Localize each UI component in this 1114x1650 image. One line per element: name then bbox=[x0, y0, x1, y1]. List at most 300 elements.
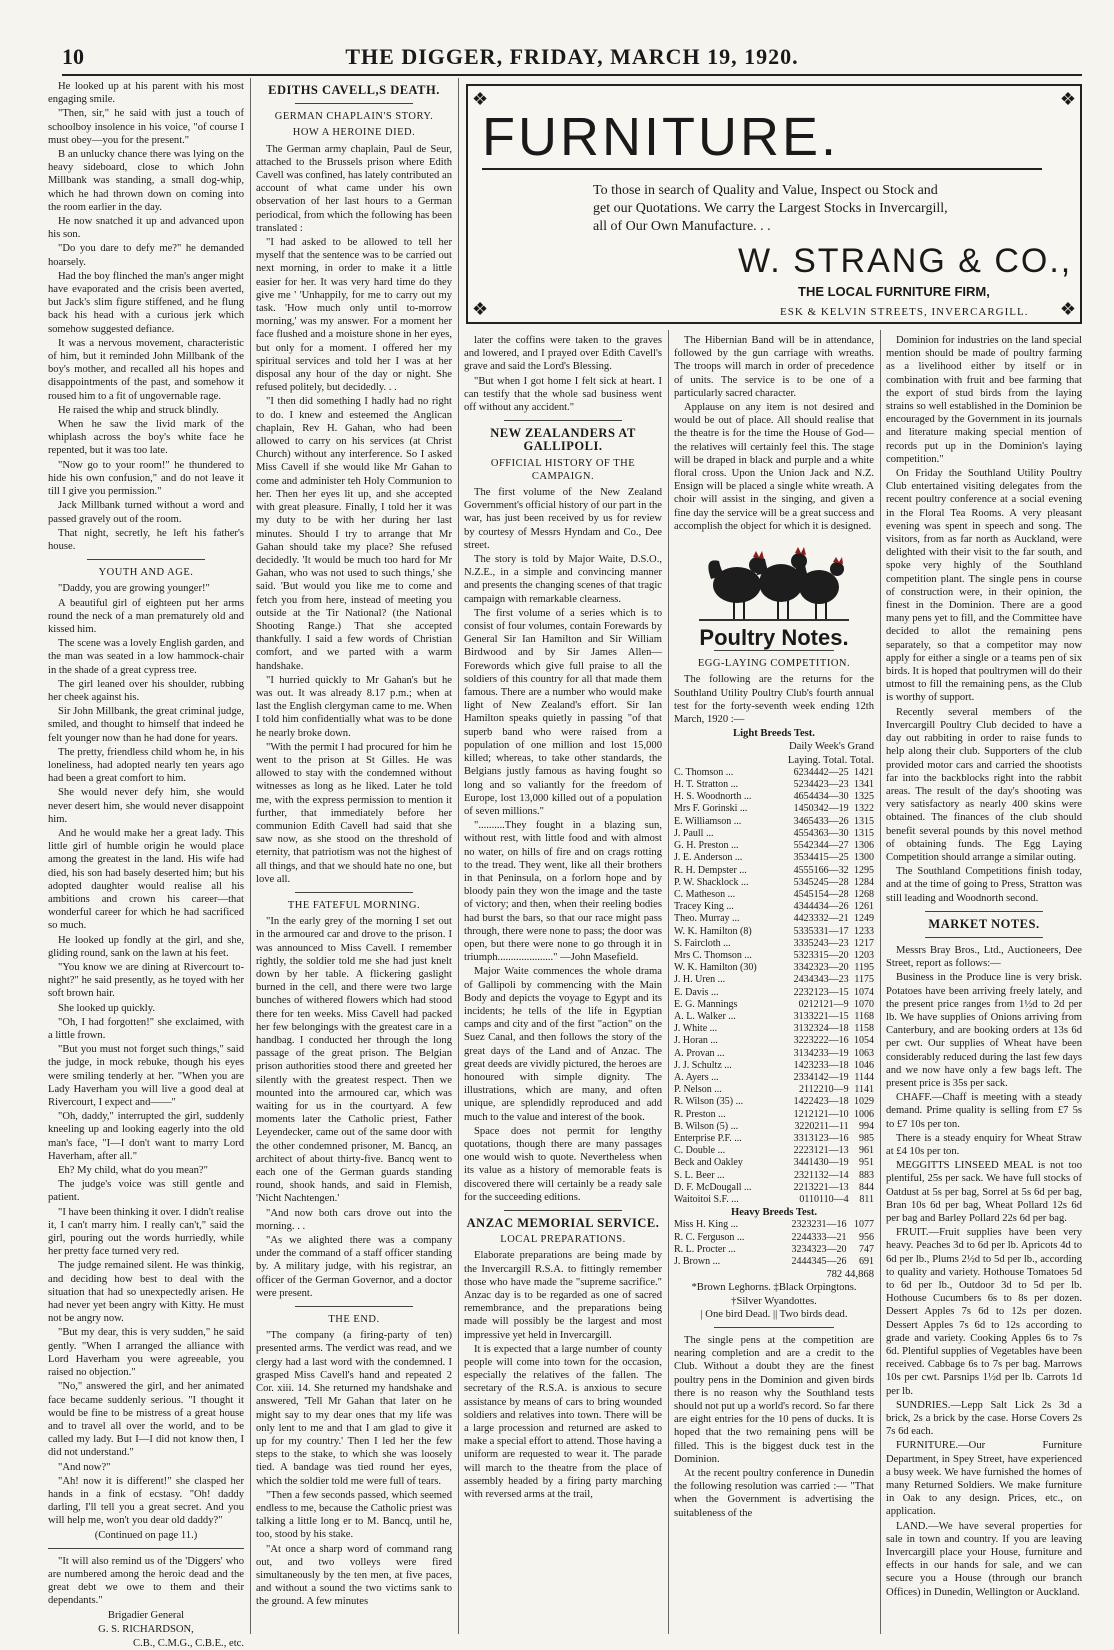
paragraph: "But you must not forget such things," said the judge, in mock rebuke, though his eyes were smiling tenderly at her. "When you are Lady Haverham you will live a good deal at Rivercourt, I expect and——" bbox=[48, 1044, 244, 1109]
daily-laying: 3234323—20 bbox=[791, 1243, 847, 1255]
divider bbox=[295, 892, 413, 893]
daily-laying: 6234442—25 bbox=[793, 766, 849, 778]
paragraph: She looked up quickly. bbox=[58, 1002, 155, 1014]
grand-total: 1144 bbox=[854, 1071, 874, 1083]
paragraph: Dominion for industries on the land special mention should be made of poultry farming as a livelihood either by itself or in combination with fruit and bee farming that the export of stud birds from the laying strains so well established in the Dominion be encouraged by the Government in its journals and literature making special mention of records put up in the Dominion's laying competition." bbox=[886, 335, 1082, 465]
paragraph: "Do you dare to defy me?" he demanded hoarsely. bbox=[48, 243, 244, 268]
divider bbox=[925, 911, 1043, 912]
table-row bbox=[674, 1096, 874, 1108]
entrant-name: C. Double ... bbox=[674, 1145, 726, 1157]
paragraph: Eh? My child, what do you mean?" bbox=[58, 1165, 208, 1177]
daily-laying: 1450342—19 bbox=[793, 803, 849, 815]
entrant-name: S. Faircloth ... bbox=[674, 937, 731, 949]
poultry-heading: Poultry Notes. bbox=[699, 625, 849, 651]
table-row bbox=[674, 1072, 874, 1084]
table-row bbox=[674, 1133, 874, 1145]
paragraph: The scene was a lovely English garden, and the man was seated in a low hammock-chair in the shade of a great cypress tree. bbox=[48, 638, 244, 676]
paragraph: "I have been thinking it over. I didn't realise it, I can't marry him. I really can't," said the girl, pouring out the words hurriedly, while her pretty face turned very red. bbox=[48, 1206, 244, 1258]
divider bbox=[925, 937, 1043, 938]
breed-legend-3: | One bird Dead. || Two birds dead. bbox=[700, 1308, 848, 1320]
daily-laying: 2434343—23 bbox=[793, 974, 849, 986]
page-number: 10 bbox=[62, 44, 84, 69]
entrant-name: H. T. Stratton ... bbox=[674, 779, 739, 791]
daily-laying: 2232123—15 bbox=[793, 986, 849, 998]
ad-title: FURNITURE. bbox=[482, 107, 839, 167]
paragraph: later the coffins were taken to the graves and lowered, and I prayed over Edith Cavell's grave and said the Lord's Blessing. bbox=[464, 335, 662, 373]
table-row bbox=[674, 828, 874, 840]
paragraph: FRUIT.—Fruit supplies have been very heavy. Peaches 3d to 6d per lb. Apricots 4d to 6d per lb., Plums 2½d to 5d per lb., according to quality and variety. Hothouse Tomatoes 5d to 6d per lb., Outdoor 3d to 5d per lb. Hothouse Cucumbers 6s to 8s per dozen. Dessert Apples 7s 6d to 12s per dozen. Dessert Apples 7s 6d to 12s according to grade and variety. Cooking Apples 6s to 7s 6d. Plentiful supplies of Vegetables have been received. Cabbage 6s to 7s per bag. Marrows 10s per cwt. Parsnips 1½d per lb. Carrots 1d per lb. bbox=[886, 1227, 1082, 1397]
daily-laying: 2321132—14 bbox=[793, 1169, 849, 1181]
light-breeds-table bbox=[674, 767, 874, 1206]
daily-laying: 4344434—26 bbox=[793, 901, 849, 913]
entrant-name: Mrs F. Gorinski ... bbox=[674, 803, 748, 815]
daily-laying: 3465433—26 bbox=[793, 815, 849, 827]
paragraph: "Then a few seconds passed, which seemed endless to me, because the Catholic priest was talking a little long er to M. Bancq, until he, too, stood by his stake. bbox=[256, 1489, 452, 1541]
table-row bbox=[674, 1084, 874, 1096]
youth-and-age-heading: YOUTH AND AGE. bbox=[98, 567, 194, 579]
daily-laying: 3133221—15 bbox=[793, 1010, 849, 1022]
daily-laying: 2444345—26 bbox=[791, 1256, 847, 1267]
table-row bbox=[674, 901, 874, 913]
market-notes-text bbox=[886, 944, 1082, 1599]
entrant-name: J. E. Anderson ... bbox=[674, 852, 743, 864]
paragraph: Elaborate preparations are being made by the Invercargill R.S.A. to fittingly remember those who have made the "supreme sacrifice." Anzac day is to be regarded as one of sacred remembrance, and the preparations being made will possibly be the largest and most impressive yet held in Invercargill. bbox=[464, 1250, 662, 1341]
table-row bbox=[674, 865, 874, 877]
entrant-name: R. H. Dempster ... bbox=[674, 864, 747, 876]
grand-total: 691 bbox=[859, 1256, 874, 1267]
poultry-notes-text bbox=[674, 1334, 874, 1520]
breed-legend-2: †Silver Wyandottes. bbox=[731, 1295, 817, 1307]
entrant-name: Enterprise P.F. ... bbox=[674, 1132, 742, 1144]
grand-total: 1006 bbox=[854, 1108, 874, 1120]
paragraph: "But when I got home I felt sick at heart. I can testify that the whole sad business went off without any accident." bbox=[464, 375, 662, 414]
table-row bbox=[674, 840, 874, 852]
paragraph: "Oh, I had forgotten!" she exclaimed, with a little frown. bbox=[48, 1016, 244, 1042]
paragraph: The German army chaplain, Paul de Seur, attached to the Brussels prison where Edith Cavell was confined, has lately contributed an account of what came under his own observation of her last hours to a German periodical, from which the following has been translated : bbox=[256, 143, 452, 234]
column-rule bbox=[668, 330, 669, 1634]
gallipoli-review bbox=[464, 486, 662, 1204]
paragraph: The pretty, friendless child whom he, in his loneliness, had adopted nearly ten years ago had been a great comfort to him. bbox=[48, 746, 244, 785]
divider bbox=[714, 650, 834, 651]
paragraph: Messrs Bray Bros., Ltd., Auctioneers, Dee Street, report as follows:— bbox=[886, 944, 1082, 970]
paragraph: "At once a sharp word of command rang out, and two volleys were fired simultaneously by the ten men, at five paces, and without a sound the two victims sank to the ground. A few minutes bbox=[256, 1543, 452, 1608]
paragraph: "And now both cars drove out into the morning. . . bbox=[256, 1207, 452, 1232]
grand-total: 1168 bbox=[854, 1010, 874, 1022]
paragraph: He now snatched it up and advanced upon his son. bbox=[48, 216, 244, 241]
daily-laying: 3534415—25 bbox=[793, 852, 849, 864]
daily-laying: 5323315—20 bbox=[793, 949, 849, 961]
divider bbox=[295, 1306, 413, 1307]
entrant-name: J. H. Uren ... bbox=[674, 974, 726, 986]
grand-total: 747 bbox=[859, 1243, 874, 1255]
light-breeds-heading: Light Breeds Test. bbox=[733, 728, 815, 740]
daily-laying: 2112210—9 bbox=[798, 1084, 849, 1096]
paragraph: The first volume of the New Zealand Government's official history of our part in the war, has just been received by us for review by courtesy of Messrs Hyndam and Co., Dee street. bbox=[464, 487, 662, 551]
daily-laying: 2223121—13 bbox=[793, 1145, 849, 1157]
anzac-article bbox=[464, 1249, 662, 1501]
youth-and-age-story bbox=[48, 582, 244, 1527]
entrant-name: E. G. Mannings bbox=[674, 998, 738, 1010]
table-row bbox=[674, 987, 874, 999]
cavell-story-part-2 bbox=[256, 915, 452, 1300]
grand-total: 961 bbox=[859, 1145, 874, 1157]
masthead bbox=[62, 44, 1082, 76]
table-row bbox=[674, 1048, 874, 1060]
grand-total: 1322 bbox=[854, 803, 874, 815]
paragraph: Business in the Produce line is very brisk. Potatoes have been arriving freely lately, and the present price ranges from 1½d to 2d per lb. We have supplies of Onions arriving from Canterbury, and are booking orders at 13s 6d per cwt. Our supplies of Wheat have been considerably reduced during the last few days and we now have only a few bags left. The present price is 35s per sack. bbox=[886, 972, 1082, 1089]
table-row bbox=[674, 1157, 874, 1169]
divider bbox=[504, 1210, 623, 1211]
paragraph: "I had asked to be allowed to tell her myself that the sentence was to be carried out next morning, in order to make it a little easier for her. It was very hard time do they give me ' 'Unhappily, for me to carry out my task. 'How much only until to-morrow morning,' was my answer. For a moment her face flushed and a moisture shone in her eyes, but only for a moment. I offered her my spiritual services and told her I was at her disposal any hour of the day or night. She refused politely, but decidedly. . . bbox=[256, 237, 452, 394]
table-row bbox=[674, 1244, 874, 1256]
paragraph: "And now?" bbox=[58, 1461, 111, 1473]
entrant-name: J. White ... bbox=[674, 1023, 718, 1035]
grand-total: 956 bbox=[859, 1231, 874, 1243]
market-notes-heading: MARKET NOTES. bbox=[928, 916, 1040, 931]
ornament-icon: ❖ bbox=[472, 299, 489, 319]
paragraph: The story is told by Major Waite, D.S.O., N.Z.E., in a simple and convincing manner and presents the changing scenes of that tragic campaign with remarkable clearness. bbox=[464, 554, 662, 605]
table-row bbox=[674, 767, 874, 779]
paragraph: "The company (a firing-party of ten) presented arms. The verdict was read, and we clergy had a last word with the condemned. I grasped Miss Cavell's hand and repeated 2 Cor. xiii. 14. She returned my handshake and answered, 'Tell Mr Gahan that later on he might say to my dear ones that my life was only lent to me and that I am glad to give it up for my country.' Then I led her the few steps to the stake, to which she was loosely tied. A bandage was tied round her eyes, which the soldier told me were full of tears. bbox=[256, 1330, 452, 1487]
entrant-name: J. Brown ... bbox=[674, 1256, 721, 1267]
poultry-notes-continued bbox=[886, 334, 1082, 905]
gallipoli-subheading: OFFICIAL HISTORY OF THE CAMPAIGN. bbox=[490, 457, 636, 482]
cavell-subheading-1: GERMAN CHAPLAIN'S STORY. bbox=[274, 111, 434, 123]
entrant-name: J. J. Schultz ... bbox=[674, 1059, 732, 1071]
column-2 bbox=[256, 80, 452, 1640]
paragraph: "No," answered the girl, and her animated face became suddenly serious. "I thought it would be fine to be mistress of a great house and to travel all over the world, and to be called my lady. But I—I did not know then, I did not understand." bbox=[48, 1381, 244, 1459]
paragraph: A beautiful girl of eighteen put her arms round the neck of a man prematurely old and kissed him. bbox=[48, 597, 244, 635]
paragraph: "Ah! now it is different!" she clasped her hands in a fink of ecstasy. "Oh! daddy darling, I'll tell you a great secret. And you will help me, won't you dear old daddy?" bbox=[48, 1475, 244, 1527]
paragraph: At the recent poultry conference in Dunedin the following resolution was carried :— "That when the Government is advertising the suitableness of the bbox=[674, 1468, 874, 1519]
paragraph: The Southland Competitions finish today, and at the time of going to Press, Stratton was still leading and Woodnorth second. bbox=[886, 866, 1082, 904]
paragraph: "I then did something I hadly had no right to do. I knew and esteemed the Anglican chaplain, Rev H. Gahan, who had been allowed to carry on his services (at Christ Church) without any interference. So I asked Miss Cavell if she would like Mr Gahan to come and administer teh Holy Communion to her. Then her eyes lit up, and she accepted with great pleasure. Finally, I told her it was my duty to be with her during her last minutes. Should I try to arrange that Mr Gahan should take my place? She refused decidedly. 'It would be much too hard for Mr Gahan, who was not used to such things,' she said. 'But would you like me to come and fetch you from here, instead of meeting you outside at the Tir National? (the National Shooting Range.) That she accepted thankfully. I said a few words of Christian comfort, and we parted with a warm handshake. bbox=[256, 396, 452, 672]
ad-firm-name: W. STRANG & CO., bbox=[738, 242, 1073, 280]
daily-laying: 0212121—9 bbox=[798, 998, 849, 1010]
paragraph: She would never defy him, she would never desert him, she would never disappoint him. bbox=[48, 787, 244, 825]
entrant-name: E. Davis ... bbox=[674, 986, 719, 998]
table-col-header-1: Daily Week's Grand bbox=[789, 741, 874, 753]
grand-total: 1054 bbox=[854, 1035, 874, 1047]
paragraph: Major Waite commences the whole drama of Gallipoli by commencing with the Main Body and depicts the voyage to Egypt and its incidents; he tells of the life in Egyptian camps and city and of the first "action" on the Suez Canal, and then follows the story of the great days of the Land and of Anzac. The great deeds are vividly pictured, the heroes are honoured with simple dignity. The illustrations, which are many, and often unique, are splendidly reproduced and add much to the value and interest of the book. bbox=[464, 966, 662, 1123]
entrant-name: Waitoitoi S.F. ... bbox=[674, 1193, 739, 1205]
daily-laying: 5335331—17 bbox=[793, 925, 849, 937]
paragraph: Had the boy flinched the man's anger might have evaporated and the crisis been averted, but Jack's slim figure stiffened, and he flung back his head with a curious jerk which somehow suggested defiance. bbox=[48, 270, 244, 335]
grand-total: 1300 bbox=[854, 852, 874, 864]
table-row bbox=[674, 1170, 874, 1182]
grand-total: 1268 bbox=[854, 888, 874, 900]
daily-laying: 3335243—23 bbox=[793, 937, 849, 949]
grand-total: 1063 bbox=[854, 1047, 874, 1059]
grand-total: 985 bbox=[859, 1132, 874, 1144]
table-row bbox=[674, 816, 874, 828]
table-row bbox=[674, 1109, 874, 1121]
daily-laying: 3342323—20 bbox=[793, 962, 849, 974]
grand-total: 951 bbox=[859, 1157, 874, 1169]
daily-laying: 3223222—16 bbox=[793, 1035, 849, 1047]
column-1 bbox=[48, 80, 244, 1649]
table-row bbox=[674, 877, 874, 889]
paragraph: It was a nervous movement, characteristic of him, but it reminded John Millbank of the boy's mother, and recalled all his hopes and disappointments of the past, and somehow it roused him to a fit of ungovernable rage. bbox=[48, 337, 244, 402]
paragraph: SUNDRIES.—Lepp Salt Lick 2s 3d a brick, 2s a brick by the case. Horse Covers 2s 7s 6d each. bbox=[886, 1399, 1082, 1438]
entrant-name: R. L. Procter ... bbox=[674, 1243, 736, 1255]
table-row bbox=[674, 1256, 874, 1268]
grand-total: 1070 bbox=[854, 998, 874, 1010]
ornament-icon: ❖ bbox=[472, 89, 489, 109]
daily-laying: 4554363—30 bbox=[793, 827, 849, 839]
grand-total: 1158 bbox=[854, 1023, 874, 1035]
paragraph: Sir John Millbank, the great criminal judge, smiled, and thought to himself that indeed he felt younger now than he had done for years. bbox=[48, 706, 244, 744]
column-rule bbox=[880, 330, 881, 1634]
daily-laying: 1423233—18 bbox=[793, 1059, 849, 1071]
grand-total: 1195 bbox=[854, 962, 874, 974]
paragraph: When he saw the livid mark of the whiplash across the boy's white face he repented, but it was too late. bbox=[48, 419, 244, 457]
anzac-subheading: LOCAL PREPARATIONS. bbox=[500, 1234, 626, 1246]
cavell-heading: EDITHS CAVELL,S DEATH. bbox=[268, 83, 440, 97]
grand-total: 1341 bbox=[854, 779, 874, 791]
paragraph: The Hibernian Band will be in attendance, followed by the gun carriage with wreaths. The troops will march in order of precedence of units. The service is to be one of a particularly sacred character. bbox=[674, 335, 874, 399]
paragraph: And he would make her a great lady. This little girl of humble origin he would place among the greatest in the land. His wife had died, his son had basely deserted him; but his adopted daughter would realise all his ambitions and crown his career—that wonderful career for which he had sacrificed so much. bbox=[48, 827, 244, 932]
paragraph: FURNITURE.—Our Furniture Department, in Spey Street, have experienced a busy week. We have furnished the homes of many Returned Soldiers. We make furniture in Oak to any design. Prices, etc., on application. bbox=[886, 1440, 1082, 1518]
entrant-name: A. L. Walker ... bbox=[674, 1010, 736, 1022]
daily-laying: 4423332—21 bbox=[793, 913, 849, 925]
paragraph: The judge's voice was still gentle and patient. bbox=[48, 1179, 244, 1204]
table-row bbox=[674, 913, 874, 925]
ornament-icon: ❖ bbox=[1059, 89, 1076, 109]
table-row bbox=[674, 1060, 874, 1072]
furniture-advertisement bbox=[466, 84, 1082, 324]
signature-honours: C.B., C.M.G., C.B.E., etc. bbox=[133, 1637, 244, 1649]
daily-laying: 4545154—28 bbox=[793, 888, 849, 900]
grand-total: 1295 bbox=[854, 864, 874, 876]
paragraph: Space does not permit for lengthy quotations, though there are many passages one would wish to quote. Nevertheless when its value as a history of memorable feats is discovered there will certainly be a ready sale for the succeeding editions. bbox=[464, 1125, 662, 1203]
entrant-name: C. Thomson ... bbox=[674, 766, 734, 778]
continued-note: (Continued on page 11.) bbox=[94, 1529, 198, 1541]
daily-laying: 4555166—32 bbox=[793, 864, 849, 876]
grand-total: 1306 bbox=[854, 840, 874, 852]
entrant-name: Beck and Oakley bbox=[674, 1157, 743, 1169]
daily-laying: 2213221—13 bbox=[793, 1181, 849, 1193]
table-row bbox=[674, 974, 874, 986]
table-row bbox=[674, 1035, 874, 1047]
grand-total: 994 bbox=[859, 1120, 874, 1132]
entrant-name: H. S. Woodnorth ... bbox=[674, 791, 752, 803]
table-row bbox=[674, 1194, 874, 1206]
paragraph: LAND.—We have several properties for sale in town and country. If you are leaving Invercargill place your House, furniture and effects in our hands for sale, and we can secure you a House (through our branch Offices) in Dunedin, Wellington or Auckland. bbox=[886, 1520, 1082, 1598]
daily-laying: 1422423—18 bbox=[793, 1096, 849, 1108]
table-row bbox=[674, 938, 874, 950]
ornament-icon: ❖ bbox=[1059, 299, 1076, 319]
column-5 bbox=[886, 334, 1082, 1640]
daily-laying: 3313123—16 bbox=[793, 1132, 849, 1144]
grand-total: 1046 bbox=[854, 1059, 874, 1071]
paragraph: "Oh, daddy," interrupted the girl, suddenly kneeling up and looking eagerly into the old man's face, "I—I don't want to marry Lord Haverham, after all." bbox=[48, 1111, 244, 1162]
grand-total: 1077 bbox=[854, 1219, 874, 1231]
grand-total: 1249 bbox=[854, 913, 874, 925]
grand-total: 1217 bbox=[854, 937, 874, 949]
paragraph: The girl leaned over his shoulder, rubbing her cheek against his. bbox=[48, 678, 244, 703]
daily-laying: 5345245—28 bbox=[793, 876, 849, 888]
paragraph: He raised the whip and struck blindly. bbox=[58, 404, 219, 416]
heavy-breeds-heading: Heavy Breeds Test. bbox=[730, 1207, 818, 1219]
entrant-name: W. K. Hamilton (8) bbox=[674, 925, 752, 937]
cavell-story-part-3 bbox=[256, 1329, 452, 1608]
daily-laying: 4654434—30 bbox=[793, 791, 849, 803]
table-row bbox=[674, 791, 874, 803]
grand-total: 844 bbox=[859, 1181, 874, 1193]
table-row bbox=[674, 1145, 874, 1157]
paragraph: "Now go to your room!" he thundered to hide his own confusion," and do not leave it till I give you permission." bbox=[48, 459, 244, 498]
table-row bbox=[674, 1182, 874, 1194]
paragraph: "Then, sir," he said with just a touch of schoolboy insolence in his voice, "of course I must obey—you for the present." bbox=[48, 108, 244, 146]
table-col-header-2: Laying. Total. Total. bbox=[787, 754, 874, 766]
signature-name: G. S. RICHARDSON, bbox=[98, 1623, 194, 1635]
grand-total: 1141 bbox=[854, 1084, 874, 1096]
grand-total: 1284 bbox=[854, 876, 874, 888]
quote-text: "It will also remind us of the 'Diggers' who are numbered among the heroic dead and the great debt we owe to them and their dependants." bbox=[48, 1555, 244, 1607]
daily-laying: 1212121—10 bbox=[793, 1108, 849, 1120]
cavell-story-end bbox=[464, 334, 662, 414]
paragraph: "You know we are dining at Rivercourt to-night?" he said presently, as he toyed with her soft brown hair. bbox=[48, 962, 244, 1000]
grand-total: 1029 bbox=[854, 1096, 874, 1108]
paragraph: CHAFF.—Chaff is meeting with a steady demand. Prime quality is selling from £7 5s to £7 10s per ton. bbox=[886, 1092, 1082, 1130]
table-row bbox=[674, 1023, 874, 1035]
poultry-intro: The following are the returns for the Southland Utility Poultry Club's fourth annual test for the forty-seventh week ending 12th March, 1920 :— bbox=[674, 674, 874, 726]
daily-laying: 3441430—19 bbox=[793, 1157, 849, 1169]
entrant-name: B. Wilson (5) ... bbox=[674, 1120, 739, 1132]
entrant-name: R. C. Ferguson ... bbox=[674, 1231, 745, 1243]
column-4 bbox=[674, 334, 874, 1640]
table-row bbox=[674, 803, 874, 815]
grand-total: 1315 bbox=[854, 827, 874, 839]
daily-laying: 2334142—19 bbox=[793, 1071, 849, 1083]
paragraph: There is a steady enquiry for Wheat Straw at £4 10s per ton. bbox=[886, 1132, 1082, 1157]
paragraph: On Friday the Southland Utility Poultry Club entertained visiting delegates from the recent poultry conference at a social evening in the Floral Tea Rooms. A very pleasant evening was spent in speech and song. The visitors, from as far north as Auckland, were delighted with their visit to the far south, and spoke very highly of the Southland competition plant. The single pens in course of construction were, in their opinion, the finest in the Dominion. There are a good many pens yet to fill, and the Committee have decided to allot the remaining pens separately, so that a competitor may now apply for either a single or a teams pen of six birds. It is hoped that poultrymen will do their utmost to fill the remaining pens, as the Club is worthy of support. bbox=[886, 468, 1082, 704]
poultry-subheading: EGG-LAYING COMPETITION. bbox=[697, 658, 851, 670]
paragraph: "As we alighted there was a company under the command of a staff officer standing by. A military judge, with his registrar, an officer of the German Governor, and a doctor were present. bbox=[256, 1235, 452, 1299]
paragraph: He looked up fondly at the girl, and she, gliding round, sank on the lawn at his feet. bbox=[48, 934, 244, 959]
entrant-name: W. K. Hamilton (30) bbox=[674, 962, 757, 974]
ad-firm-address: ESK & KELVIN STREETS, INVERCARGILL. bbox=[780, 306, 1029, 318]
grand-total: 1315 bbox=[854, 815, 874, 827]
daily-laying: 3132324—18 bbox=[793, 1023, 849, 1035]
paragraph: "Daddy, you are growing younger!" bbox=[58, 583, 210, 595]
paragraph: Applause on any item is not desired and would be out of place. All should realise that the theatre is for the time the House of God—the relatives will certainly feel this. The stage will be draped in black and purple and a white floral cross. Upon the Union Jack and N.Z. Ensign will be placed a single white wreath. A choir will assist in the singing, and given a fine day the service will be a great success and accomplish the object for which it is designed. bbox=[674, 402, 874, 532]
table-row bbox=[674, 926, 874, 938]
daily-laying: 5542344—27 bbox=[793, 840, 849, 852]
cavell-subheading-2: HOW A HEROINE DIED. bbox=[292, 127, 416, 139]
the-end-heading: THE END. bbox=[328, 1314, 380, 1326]
totals-row: 782 44,868 bbox=[826, 1269, 874, 1281]
grand-total: 1421 bbox=[854, 766, 874, 778]
paragraph: Jack Millbank turned without a word and passed gravely out of the room. bbox=[48, 500, 244, 525]
table-row bbox=[674, 852, 874, 864]
masthead-title: THE DIGGER, FRIDAY, MARCH 19, 1920. bbox=[345, 44, 799, 69]
entrant-name: S. L. Beer ... bbox=[674, 1169, 725, 1181]
table-row bbox=[674, 1219, 874, 1231]
paragraph: The first volume of a series which is to consist of four volumes, contain Forewards by General Sir Ian Hamilton and Sir William Birdwood and by Sir James Allen—Forewords which give full praise to all the soldiers of this country for all that made them famous. There are a number who would make light of New Zealand's effort. Sir Ian Hamilton speaks quietly in passing "of that superb band who were raised from a population of one million and lost 15,000 killed; whereas, to take other standards, the Belgians justly famous as having fought so long and so valiantly for the freedom of Europe, lost 13,000 killed out of a population of seven millions." bbox=[464, 607, 662, 817]
daily-laying: 5234423—23 bbox=[793, 779, 849, 791]
entrant-name: G. H. Preston ... bbox=[674, 840, 739, 852]
grand-total: 1261 bbox=[854, 901, 874, 913]
table-row bbox=[674, 950, 874, 962]
table-row bbox=[674, 1121, 874, 1133]
paragraph: MEGGITTS LINSEED MEAL is not too plentiful, 25s per sack. We have full stocks of Oatdust at 5s per bag, Sorrel at 5s 6d per bag, Bran 10s 6d per bag, Wheat Pollard 12s 6d per bag and Barley Pollard 22s 6d per bag. bbox=[886, 1160, 1082, 1224]
entrant-name: C. Matheson ... bbox=[674, 888, 736, 900]
table-row bbox=[674, 1011, 874, 1023]
table-row bbox=[674, 779, 874, 791]
breed-legend-1: *Brown Leghorns. ‡Black Orpingtons. bbox=[691, 1282, 857, 1294]
paragraph: The judge remained silent. He was thinkig, and deciding how best to deal with the situation that had so unexpectedly arisen. He had never yet been angry with Kitty. He must not be angry now. bbox=[48, 1260, 244, 1325]
heavy-breeds-table bbox=[674, 1219, 874, 1268]
entrant-name: Miss H. King ... bbox=[674, 1219, 739, 1231]
daily-laying: 0110110—4 bbox=[799, 1193, 849, 1205]
anzac-heading: ANZAC MEMORIAL SERVICE. bbox=[466, 1216, 660, 1230]
grand-total: 1175 bbox=[854, 974, 874, 986]
entrant-name: P. Nelson ... bbox=[674, 1084, 722, 1096]
paragraph: B an unlucky chance there was lying on the heavy sideboard, close to which John Millbank was standing, a small dog-whip, which he had thrown down on coming into the room earlier in the day. bbox=[48, 149, 244, 213]
entrant-name: E. Williamson ... bbox=[674, 815, 742, 827]
entrant-name: P. W. Shacklock ... bbox=[674, 876, 749, 888]
entrant-name: J. Paull ... bbox=[674, 827, 714, 839]
story-continuation bbox=[48, 80, 244, 553]
daily-laying: 3134233—19 bbox=[793, 1047, 849, 1059]
daily-laying: 2323231—16 bbox=[791, 1219, 847, 1231]
table-row bbox=[674, 962, 874, 974]
entrant-name: A. Provan ... bbox=[674, 1047, 725, 1059]
signature-rank: Brigadier General bbox=[107, 1609, 185, 1621]
gallipoli-heading: NEW ZEALANDERS AT GALLIPOLI. bbox=[490, 426, 636, 454]
divider bbox=[504, 420, 623, 421]
table-row bbox=[674, 999, 874, 1011]
divider bbox=[87, 559, 205, 560]
grand-total: 1074 bbox=[854, 986, 874, 998]
table-row bbox=[674, 889, 874, 901]
paragraph: "With the permit I had procured for him he went to the prison at St Gilles. He was allowed to stay with the condemned without witnesses as long as he liked. Later he told me, with the express permission to mention it further, that immediately before her communion Edith Cavell had said that she saw now, as she stood on the threshold of eternity, that patriotism was not the highest of all things, and that we should hate no one, but love all. bbox=[256, 741, 452, 885]
divider bbox=[295, 103, 413, 104]
column-3 bbox=[464, 334, 662, 1640]
ad-body: To those in search of Quality and Value, Inspect ou Stock and get our Quotations. We carry the Largest Stocks in Invercargill, all of Our Own Manufacture. . . bbox=[593, 183, 948, 234]
hens-illustration bbox=[699, 535, 849, 627]
entrant-name: R. Wilson (35) ... bbox=[674, 1096, 744, 1108]
divider bbox=[48, 1548, 244, 1549]
cavell-story-part-1 bbox=[256, 143, 452, 886]
paragraph: He looked up at his parent with his most engaging smile. bbox=[48, 81, 244, 106]
divider bbox=[714, 1327, 834, 1328]
fateful-morning-heading: THE FATEFUL MORNING. bbox=[287, 899, 421, 911]
entrant-name: J. Horan ... bbox=[674, 1035, 718, 1047]
paragraph: That night, secretly, he left his father's house. bbox=[48, 527, 244, 552]
divider bbox=[482, 168, 1042, 170]
entrant-name: Mrs C. Thomson ... bbox=[674, 949, 752, 961]
entrant-name: R. Preston ... bbox=[674, 1108, 726, 1120]
grand-total: 1233 bbox=[854, 925, 874, 937]
entrant-name: Theo. Murray ... bbox=[674, 913, 740, 925]
table-row bbox=[674, 1232, 874, 1244]
paragraph: Recently several members of the Invercargill Poultry Club decided to have a day out rabbiting in order to raise funds to help along their club. Supporters of the club provided motor cars and carried the shootists far into the backblocks right into the rabbit areas. The result of the day's shooting was very satisfactory as nearly 400 skins were obtained. The finances of the club should benefit several pounds by this novel method of obtaining funds. The Egg Laying Competition should arrange a similar outing. bbox=[886, 706, 1082, 863]
column-rule bbox=[250, 78, 251, 1634]
paragraph: "..........They fought in a blazing sun, without rest, with little food and with almost no water, on hills of fire and on crags rotting to the tread. They went, like all their brothers in that Peninsula, on a forlorn hope and by bloody pain they won the image and the taste of victory; and then, when their reeling bodies had burst the bars, so that our race might pass through, there were none to pass; the door was open, but there were none to go through it in triumph....................." —John Masefield. bbox=[464, 820, 662, 964]
anzac-article-end bbox=[674, 334, 874, 533]
entrant-name: D. F. McDougall ... bbox=[674, 1181, 752, 1193]
entrant-name: A. Ayers ... bbox=[674, 1071, 719, 1083]
paragraph: The single pens at the competition are nearing completion and are a credit to the Club. Without a doubt they are the finest poultry pens in the Dominion and given birds there is no reason why the Southland tests should not put up a world's record. So far there are eight entries for the 10 pens of ducks. It is hoped that the two remaining pens will be filled. This is the biggest duck test in the Dominion. bbox=[674, 1335, 874, 1465]
paragraph: "I hurried quickly to Mr Gahan's but he was out. It was already 8.17 p.m.; when at last the English clergyman came to me. When I told him confidentially what was to be done he nearly broke down. bbox=[256, 674, 452, 739]
entrant-name: Tracey King ... bbox=[674, 901, 734, 913]
column-rule bbox=[458, 78, 459, 1634]
grand-total: 883 bbox=[859, 1169, 874, 1181]
grand-total: 811 bbox=[859, 1193, 874, 1205]
